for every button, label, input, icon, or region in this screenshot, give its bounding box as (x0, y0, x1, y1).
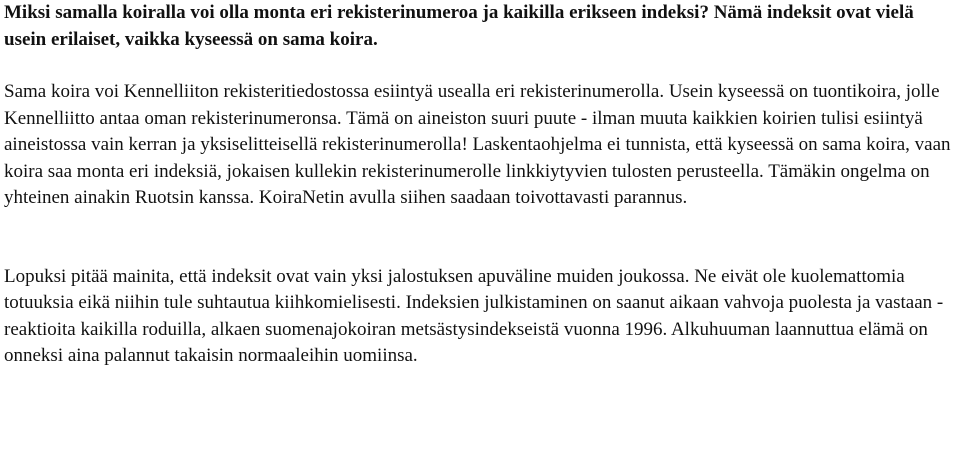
conclusion-paragraph: Lopuksi pitää mainita, että indeksit ovat vain yksi jalostuksen apuväline muiden joukossa. Ne eivät ole kuolemattomia totuuksia eikä niihin tule suhtautua kiihkomielisesti. Indeksien julkistaminen on saanut aikaan vahvoja puolesta ja vastaan -reaktioita kaikilla roduilla, alkaen suomenajokoiran metsästysindekseistä vuonna 1996. Alkuhuuman laannuttua elämä on onneksi aina palannut takaisin normaaleihin uomiinsa. (4, 265, 944, 366)
duplicate-registration-paragraph: Sama koira voi Kennelliiton rekisteritiedostossa esiintyä usealla eri rekisterinumerolla. Usein kyseessä on tuontikoira, jolle Kennelliitto antaa oman rekisterinumeronsa. Tämä on aineiston suuri puute - ilman muuta kaikkien koirien tulisi esiintyä aineistossa vain kerran ja yksiselitteisellä rekisterinumerolla! Laskentaohjelma ei tunnista, että kyseessä on sama koira, vaan koira saa monta eri indeksiä, jokaisen kullekin rekisterinumerolle linkkiytyvien tulosten perusteella. Tämäkin ongelma on yhteinen ainakin Ruotsin kanssa. KoiraNetin avulla siihen saadaan toivottavasti parannus. (4, 81, 951, 208)
lead-question-paragraph: Miksi samalla koiralla voi olla monta eri rekisterinumeroa ja kaikilla erikseen indeksi? Nämä indeksit ovat vielä usein erilaiset, vaikka kyseessä on sama koira. (4, 2, 914, 50)
paragraph-spacer (4, 212, 956, 264)
document-body (4, 0, 956, 370)
paragraph-spacer (4, 53, 956, 79)
